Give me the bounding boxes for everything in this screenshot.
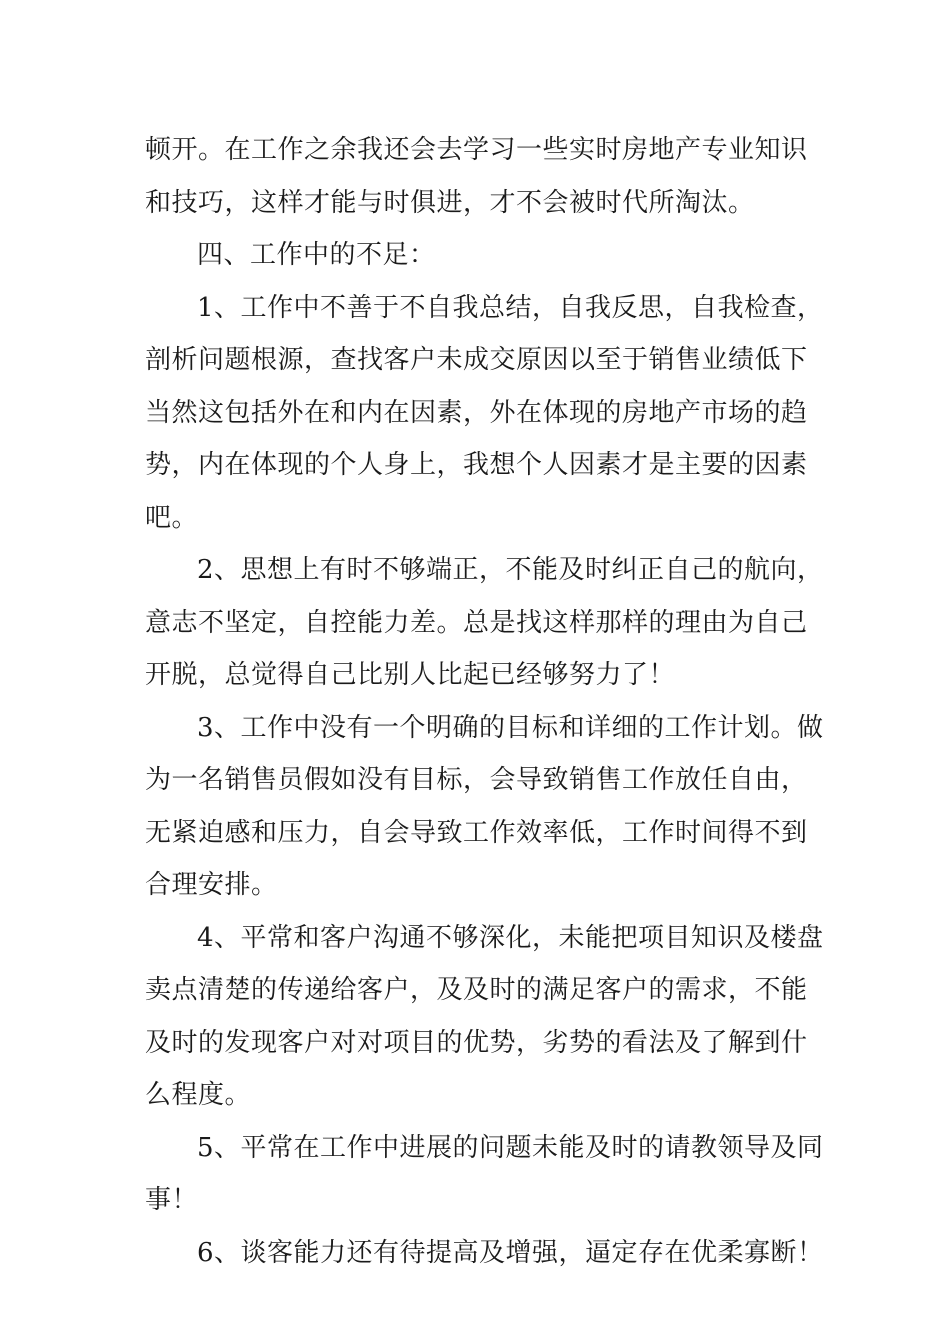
text-line: 剖析问题根源，查找客户未成交原因以至于销售业绩低下 [145,345,808,375]
text-line: 意志不坚定，自控能力差。总是找这样那样的理由为自己 [145,607,808,638]
text-line: 当然这包括外在和内在因素，外在体现的房地产市场的趋 [145,397,808,428]
text-line: 卖点清楚的传递给客户，及及时的满足客户的需求，不能 [145,975,808,1005]
list-item-start: 6、谈客能力还有待提高及增强，逼定存在优柔寡断！ [197,1237,824,1268]
text-line: 无紧迫感和压力，自会导致工作效率低，工作时间得不到 [145,817,808,848]
text-line: 吧。 [145,502,199,533]
text-line: 为一名销售员假如没有目标，会导致销售工作放任自由， [145,765,808,795]
text-line: 开脱，总觉得自己比别人比起已经够努力了！ [145,660,676,690]
text-line: 和技巧，这样才能与时俱进，才不会被时代所淘汰。 [145,187,755,218]
text-line: 么程度。 [145,1080,252,1110]
list-item-start: 2、思想上有时不够端正，不能及时纠正自己的航向， [197,555,824,585]
text-line: 顿开。在工作之余我还会去学习一些实时房地产专业知识 [145,135,808,165]
text-line: 及时的发现客户对对项目的优势，劣势的看法及了解到什 [145,1027,808,1058]
list-item-start: 3、工作中没有一个明确的目标和详细的工作计划。做 [197,712,824,743]
list-item-start: 1、工作中不善于不自我总结，自我反思，自我检查， [197,292,824,323]
section-heading: 四、工作中的不足： [197,240,436,270]
document-body [145,124,824,1279]
text-line: 事！ [145,1185,199,1215]
list-item-start: 5、平常在工作中进展的问题未能及时的请教领导及同 [197,1132,824,1163]
list-item-start: 4、平常和客户沟通不够深化，未能把项目知识及楼盘 [197,922,824,953]
text-line: 势，内在体现的个人身上，我想个人因素才是主要的因素 [145,450,808,480]
text-line: 合理安排。 [145,870,278,900]
